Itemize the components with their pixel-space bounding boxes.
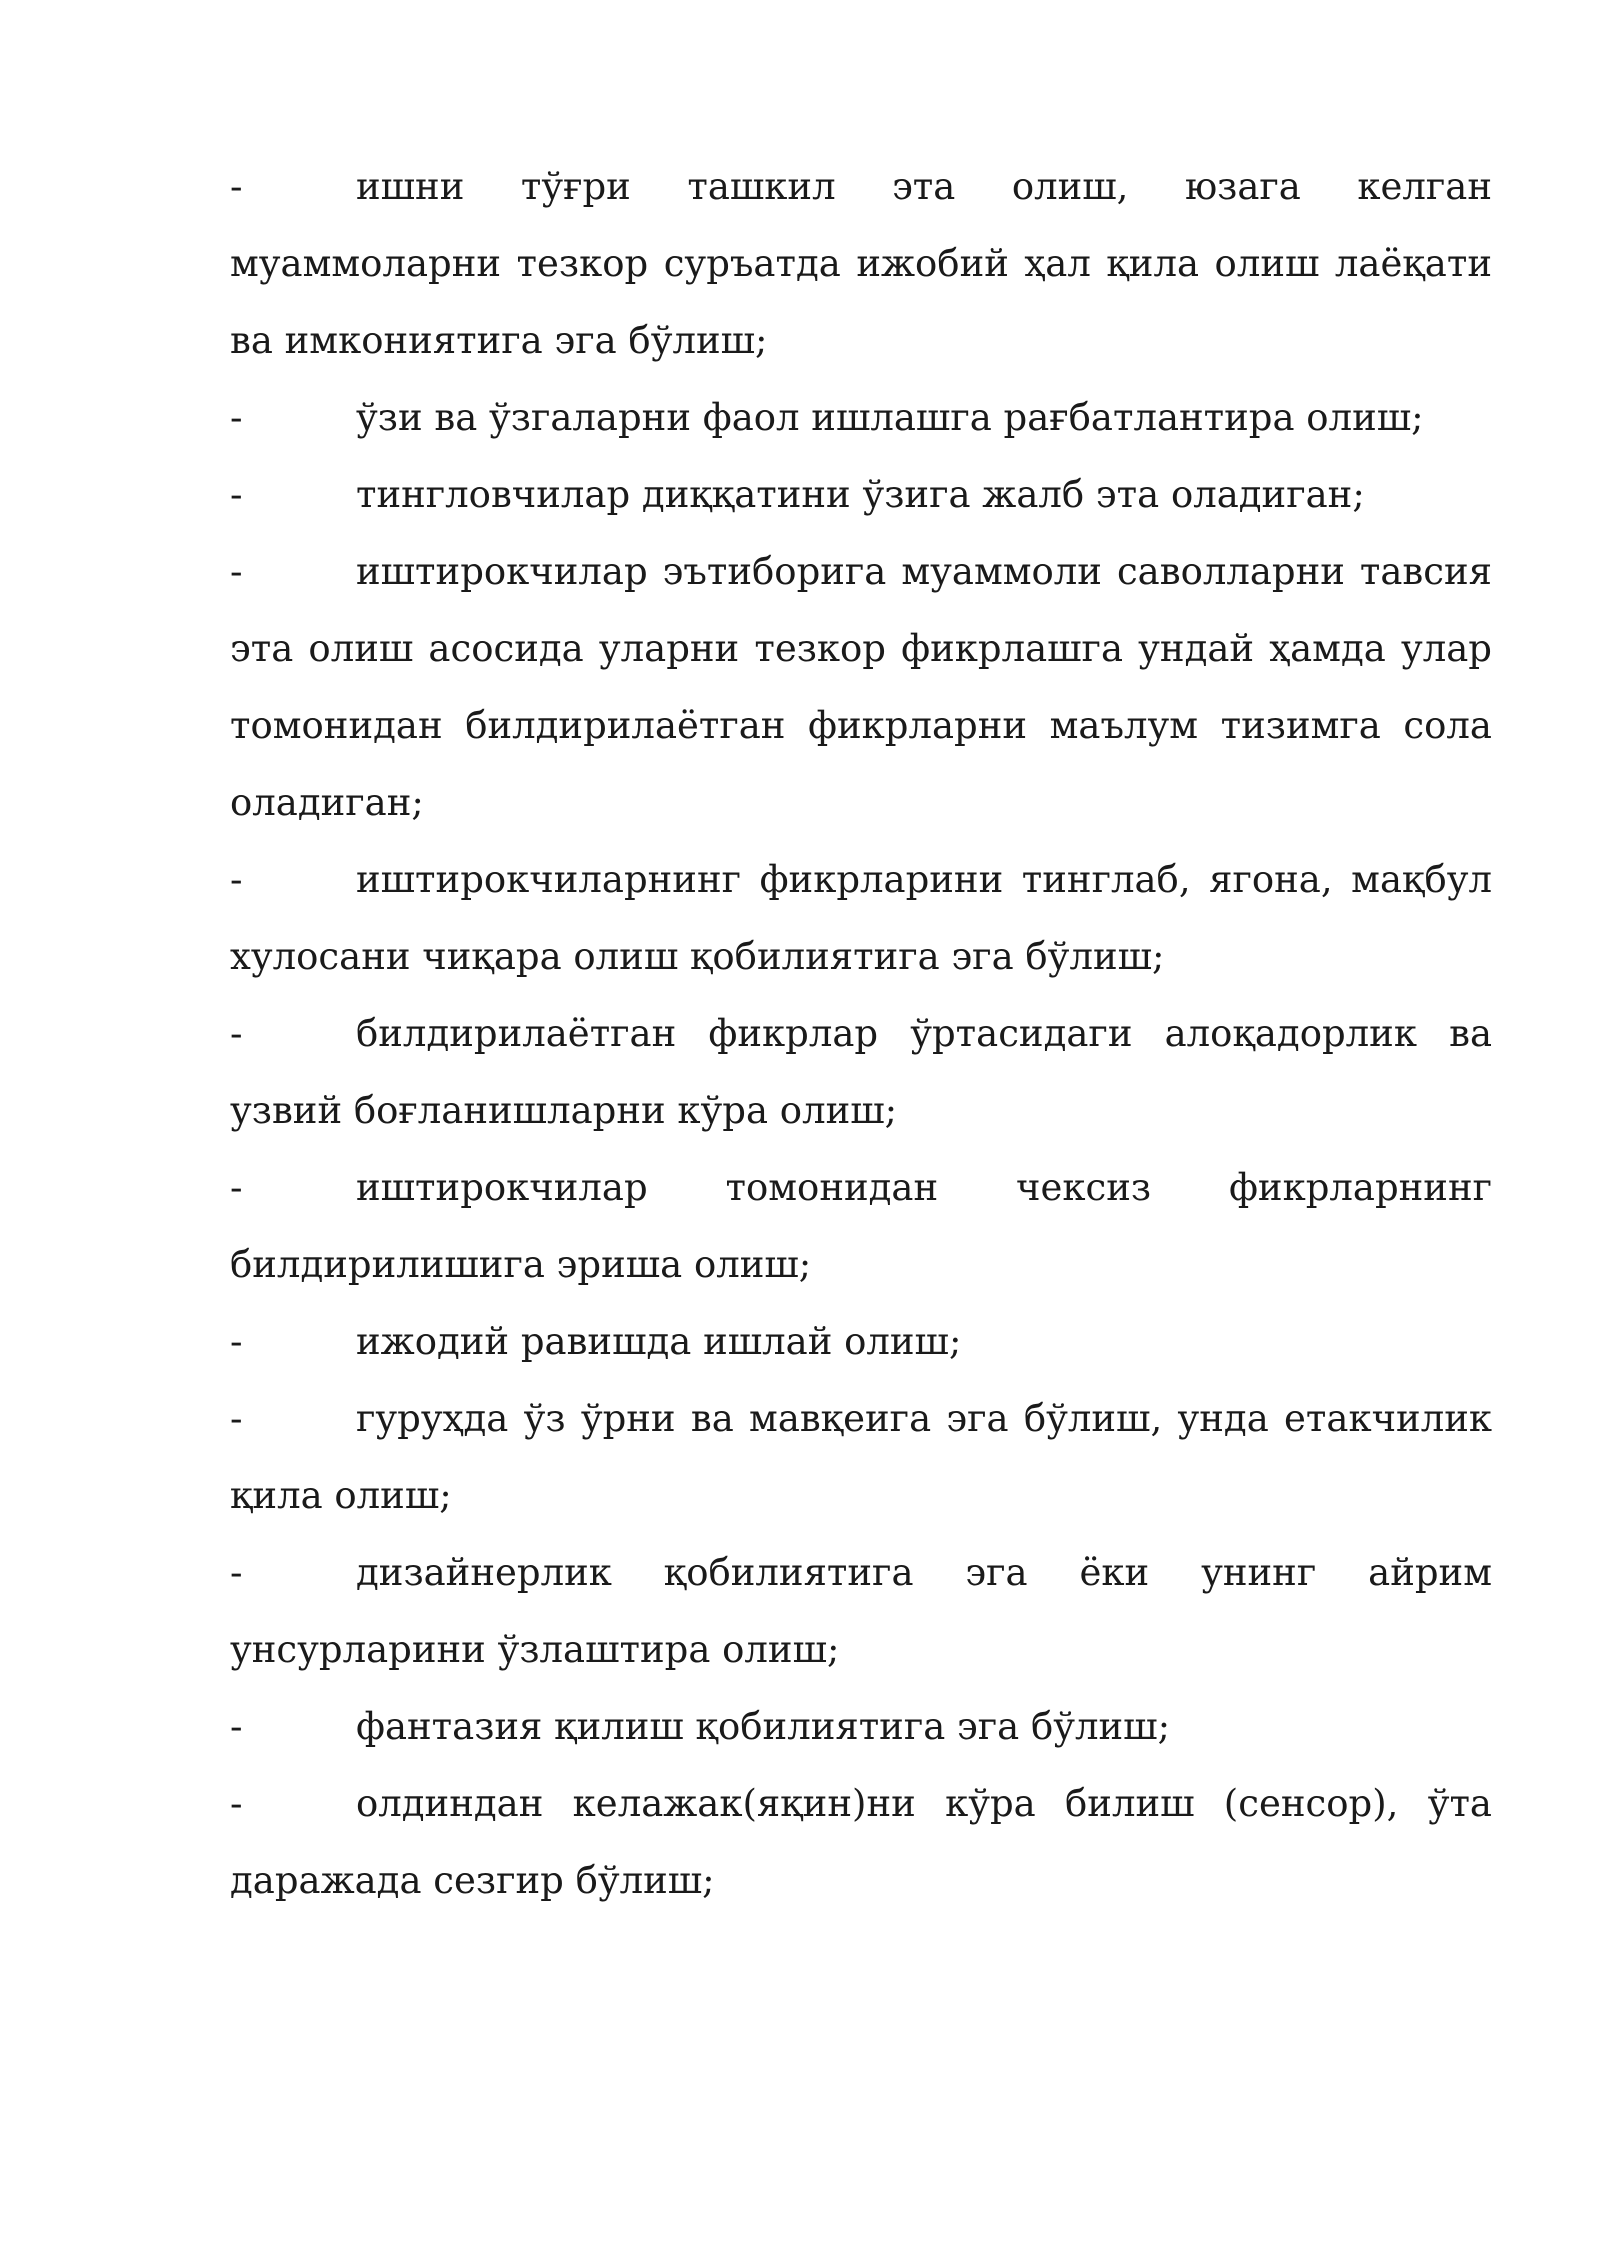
list-dash: -	[230, 1782, 243, 1825]
list-item-text: ишни тўғри ташкил эта олиш, юзага келган муаммоларни тезкор суръатда ижобий ҳал қила олиш лаёқати ва имкониятига эга бўлиш;	[230, 165, 1492, 362]
list-dash: -	[230, 1551, 243, 1594]
list-item-text: иштирокчиларнинг фикрларини тинглаб, ягона, мақбул хулосани чиқара олиш қобилиятига эга бўлиш;	[230, 858, 1492, 978]
list-item	[230, 456, 1492, 533]
bullet-list	[230, 148, 1492, 1919]
list-item	[230, 1534, 1492, 1688]
list-item-text: ижодий равишда ишлай олиш;	[356, 1320, 962, 1363]
list-dash: -	[230, 550, 243, 593]
list-item	[230, 1688, 1492, 1765]
list-item	[230, 1380, 1492, 1534]
list-dash: -	[230, 396, 243, 439]
list-dash: -	[230, 1397, 243, 1440]
list-item	[230, 148, 1492, 379]
list-dash: -	[230, 1705, 243, 1748]
list-item	[230, 841, 1492, 995]
list-dash: -	[230, 1012, 243, 1055]
list-item-text: билдирилаётган фикрлар ўртасидаги алоқадорлик ва узвий боғланишларни кўра олиш;	[230, 1012, 1492, 1132]
list-item	[230, 1149, 1492, 1303]
list-dash: -	[230, 858, 243, 901]
list-item-text: дизайнерлик қобилиятига эга ёки унинг айрим унсурларини ўзлаштира олиш;	[230, 1551, 1492, 1671]
list-item-text: иштирокчилар эътиборига муаммоли саволларни тавсия эта олиш асосида уларни тезкор фикрлашга ундай ҳамда улар томонидан билдирилаётган фикрларни маълум тизимга сола оладиган;	[230, 550, 1492, 824]
list-dash: -	[230, 1166, 243, 1209]
list-item-text: олдиндан келажак(яқин)ни кўра билиш (сенсор), ўта даражада сезгир бўлиш;	[230, 1782, 1492, 1902]
list-item	[230, 995, 1492, 1149]
list-item-text: тингловчилар диққатини ўзига жалб эта оладиган;	[356, 473, 1365, 516]
list-dash: -	[230, 1320, 243, 1363]
list-item-text: фантазия қилиш қобилиятига эга бўлиш;	[356, 1705, 1171, 1748]
list-item	[230, 1765, 1492, 1919]
list-item-text: гуруҳда ўз ўрни ва мавқеига эга бўлиш, унда етакчилик қила олиш;	[230, 1397, 1492, 1517]
list-dash: -	[230, 473, 243, 516]
list-item	[230, 533, 1492, 841]
list-item-text: ўзи ва ўзгаларни фаол ишлашга рағбатлантира олиш;	[356, 396, 1424, 439]
list-item-text: иштирокчилар томонидан чексиз фикрларнинг билдирилишига эриша олиш;	[230, 1166, 1492, 1286]
list-item	[230, 1303, 1492, 1380]
list-dash: -	[230, 165, 243, 208]
list-item	[230, 379, 1492, 456]
